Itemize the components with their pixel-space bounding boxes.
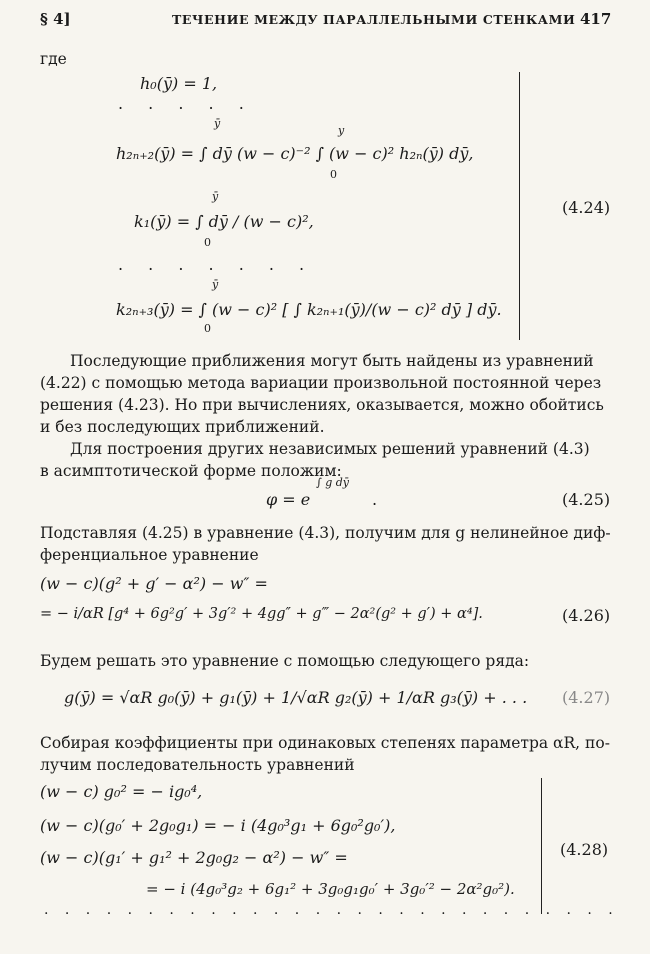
para4-line: Будем решать это уравнение с помощью следующего ряда:	[40, 652, 530, 670]
eq-number-4-26: (4.26)	[562, 606, 611, 625]
brace-4-24	[505, 72, 520, 340]
eq-dots-2: . . . . . . .	[118, 255, 315, 274]
eq-phi-exponent: ∫ g dȳ	[316, 476, 350, 489]
eq-number-4-24: (4.24)	[562, 198, 611, 217]
para5-line: лучим последовательность уравнений	[40, 756, 355, 774]
eq-428-line1: (w − c) g₀² = − ig₀⁴,	[40, 782, 203, 801]
para2-line: в асимптотической форме положим:	[40, 462, 342, 480]
eq-428-line2: (w − c)(g₀′ + 2g₀g₁) = − i (4g₀³g₁ + 6g₀²g₀′),	[40, 816, 396, 835]
paragraph-1	[40, 350, 610, 438]
eq-k1: k₁(ȳ) = ∫ dȳ / (w − c)²,	[134, 212, 314, 231]
eq-428-dots: . . . . . . . . . . . . . . . . . . . . . . . . . . . .	[44, 902, 619, 918]
para1-line: Последующие приближения могут быть найдены из уравнений	[70, 352, 594, 370]
eq-number-4-25: (4.25)	[562, 490, 611, 509]
para1-line: решения (4.23). Но при вычислениях, оказывается, можно обойтись	[40, 396, 604, 414]
eq-phi-tail: .	[372, 490, 378, 509]
intro-word: где	[40, 50, 67, 68]
paragraph-3	[40, 522, 610, 566]
eq-h0: h₀(ȳ) = 1,	[140, 74, 218, 93]
eq-h2n2: h₂ₙ₊₂(ȳ) = ∫ dȳ (w − c)⁻² ∫ (w − c)² h₂ₙ(ȳ) dȳ,	[116, 144, 474, 163]
running-title: ТЕЧЕНИЕ МЕЖДУ ПАРАЛЛЕЛЬНЫМИ СТЕНКАМИ	[172, 12, 576, 27]
para3-line: ференциальное уравнение	[40, 546, 259, 564]
eq-k2n3-limit-bottom: 0	[204, 322, 211, 335]
paragraph-5	[40, 732, 610, 776]
eq-427: g(ȳ) = √αR g₀(ȳ) + g₁(ȳ) + 1/√αR g₂(ȳ) + 1/αR g₃(ȳ) + . . .	[64, 688, 528, 707]
eq-428-line3: (w − c)(g₁′ + g₁² + 2g₀g₂ − α²) − w″ =	[40, 848, 348, 867]
eq-h-inner-limit-bottom: 0	[330, 168, 337, 181]
eq-426-line2: = − i/αR [g⁴ + 6g²g′ + 3g′² + 4gg″ + g‴ − 2α²(g² + g′) + α⁴].	[40, 606, 483, 622]
eq-k1-limit-top: ȳ	[212, 190, 219, 203]
eq-phi: φ = e	[266, 490, 311, 509]
brace-4-28	[527, 778, 542, 914]
eq-k2n3: k₂ₙ₊₃(ȳ) = ∫ (w − c)² [ ∫ k₂ₙ₊₁(ȳ)/(w − c)² dȳ ] dȳ.	[116, 300, 502, 319]
eq-k1-limit-bottom: 0	[204, 236, 211, 249]
para1-line: и без последующих приближений.	[40, 418, 325, 436]
paragraph-4	[40, 650, 610, 672]
eq-dots-1: . . . . .	[118, 94, 254, 113]
eq-number-4-28: (4.28)	[560, 840, 609, 859]
section-marker: § 4]	[40, 10, 71, 28]
eq-number-4-27: (4.27)	[562, 688, 611, 707]
para1-line: (4.22) с помощью метода вариации произвольной постоянной через	[40, 374, 602, 392]
para3-line: Подставляя (4.25) в уравнение (4.3), получим для g нелинейное диф-	[40, 524, 611, 542]
para5-line: Собирая коэффициенты при одинаковых степенях параметра αR, по-	[40, 734, 610, 752]
eq-428-line4: = − i (4g₀³g₂ + 6g₁² + 3g₀g₁g₀′ + 3g₀′² − 2α²g₀²).	[146, 880, 515, 898]
eq-h-outer-limit: ȳ	[214, 117, 221, 130]
eq-426-line1: (w − c)(g² + g′ − α²) − w″ =	[40, 574, 268, 593]
para2-line: Для построения других независимых решений уравнений (4.3)	[70, 440, 590, 458]
page-number: 417	[580, 10, 612, 28]
eq-k2n3-limit-top: ȳ	[212, 278, 219, 291]
eq-h-inner-limit-top: y	[338, 124, 345, 137]
